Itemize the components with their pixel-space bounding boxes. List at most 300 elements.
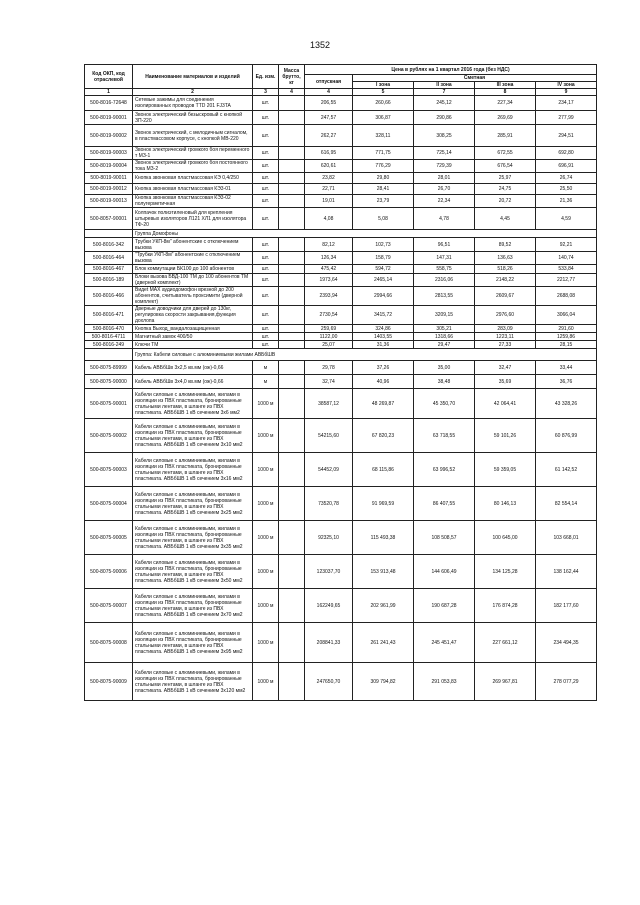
price-zone4: 28,15: [536, 341, 597, 349]
price-zone1: 5,08: [353, 208, 414, 230]
price-zone4: 140,74: [536, 252, 597, 265]
price-zone2: 1318,66: [414, 333, 475, 341]
group-code-cell: [85, 230, 133, 238]
item-code: 500-8016-466: [85, 287, 133, 306]
item-code: 500-8075-90008: [85, 623, 133, 663]
item-unit: шт.: [253, 96, 279, 111]
item-name: Звонок электрический безыскровый с кнопкой ЗП-220: [133, 111, 253, 125]
price-zone1: 40,96: [353, 375, 414, 389]
item-mass: [279, 521, 305, 555]
price-zone2: 729,39: [414, 160, 475, 173]
item-code: 500-8075-90009: [85, 663, 133, 701]
price-zone3: 227,34: [475, 96, 536, 111]
price-release: 1973,64: [305, 274, 353, 287]
header-mass: Масса брутто, кг: [279, 65, 305, 89]
item-unit: шт.: [253, 333, 279, 341]
item-name: Блок коммутации БК100 до 100 абонентов: [133, 265, 253, 274]
price-zone2: 725,14: [414, 147, 475, 160]
item-mass: [279, 623, 305, 663]
price-zone2: 45 350,70: [414, 389, 475, 419]
price-zone4: 26,74: [536, 173, 597, 184]
table-row: [85, 173, 597, 184]
header-code: Код ОКП, код отраслевой: [85, 65, 133, 89]
price-zone4: 60 876,99: [536, 419, 597, 453]
item-unit: шт.: [253, 125, 279, 147]
price-zone3: 676,54: [475, 160, 536, 173]
table-row: [85, 238, 597, 252]
price-release: 4,08: [305, 208, 353, 230]
price-zone4: 234 494,35: [536, 623, 597, 663]
item-name: Кнопка звонковая пластмассовая КЭ3-01: [133, 184, 253, 195]
column-number: 7: [414, 89, 475, 96]
price-zone1: 306,87: [353, 111, 414, 125]
item-mass: [279, 208, 305, 230]
item-code: 500-8016-72648: [85, 96, 133, 111]
price-zone3: 100 645,00: [475, 521, 536, 555]
price-release: 38587,12: [305, 389, 353, 419]
price-zone4: 182 177,60: [536, 589, 597, 623]
table-row: [85, 96, 597, 111]
price-release: 206,55: [305, 96, 353, 111]
item-unit: шт.: [253, 184, 279, 195]
price-zone3: 59 101,26: [475, 419, 536, 453]
price-release: 247650,70: [305, 663, 353, 701]
price-zone4: 33,44: [536, 361, 597, 375]
item-unit: шт.: [253, 195, 279, 208]
header-estimate: Сметная: [353, 75, 597, 82]
item-mass: [279, 96, 305, 111]
group-title: Группа: Кабели силовые с алюминиевыми жилами АВБбШВ: [133, 349, 597, 361]
item-name: Кабели силовые с алюминиевыми, жилами в изоляции из ПВХ пластиката, бронированные стальными лентами, в шланге из ПВХ пластиката. АВБбШВ 1 кВ сечением 3х16 мм2: [133, 453, 253, 487]
item-name: Звонок электрический громкого боя переменного т МЗ-1: [133, 147, 253, 160]
item-unit: шт.: [253, 208, 279, 230]
price-zone2: 22,34: [414, 195, 475, 208]
item-code: 500-8016-249: [85, 341, 133, 349]
item-mass: [279, 361, 305, 375]
price-zone1: 48 269,87: [353, 389, 414, 419]
price-zone1: 324,86: [353, 325, 414, 333]
price-zone3: 227 661,12: [475, 623, 536, 663]
item-code: 500-8075-90005: [85, 521, 133, 555]
price-zone3: 285,91: [475, 125, 536, 147]
item-unit: 1000 м: [253, 453, 279, 487]
table-row: [85, 555, 597, 589]
page-number: 1352: [309, 40, 331, 50]
price-zone4: 82 554,14: [536, 487, 597, 521]
price-zone2: 2813,55: [414, 287, 475, 306]
item-unit: шт.: [253, 306, 279, 325]
item-code: 500-8075-90003: [85, 453, 133, 487]
item-code: 500-8075-90004: [85, 487, 133, 521]
item-mass: [279, 453, 305, 487]
header-zone1: I зона: [353, 82, 414, 89]
price-zone1: 1403,55: [353, 333, 414, 341]
item-unit: шт.: [253, 238, 279, 252]
table-row: [85, 521, 597, 555]
item-unit: шт.: [253, 173, 279, 184]
item-code: 500-8019-90004: [85, 160, 133, 173]
price-zone3: 32,47: [475, 361, 536, 375]
price-zone4: 294,51: [536, 125, 597, 147]
price-release: 25,07: [305, 341, 353, 349]
item-name: Кнопка Выход_вандалозащищенная: [133, 325, 253, 333]
price-zone2: 3209,15: [414, 306, 475, 325]
item-code: 500-8016-471: [85, 306, 133, 325]
item-unit: шт.: [253, 325, 279, 333]
price-zone1: 328,11: [353, 125, 414, 147]
item-mass: [279, 375, 305, 389]
table-row: [85, 287, 597, 306]
table-row: [85, 274, 597, 287]
item-mass: [279, 389, 305, 419]
price-zone3: 518,26: [475, 265, 536, 274]
price-zone4: 43 328,26: [536, 389, 597, 419]
item-name: Кабель АВБбШв 3х4,0 кв.мм (ож)-0,66: [133, 375, 253, 389]
item-unit: 1000 м: [253, 521, 279, 555]
group-title: Группа Домофоны: [133, 230, 597, 238]
header-zone2: II зона: [414, 82, 475, 89]
price-release: 620,61: [305, 160, 353, 173]
item-name: Ключи ТМ: [133, 341, 253, 349]
price-zone1: 158,79: [353, 252, 414, 265]
price-release: 22,71: [305, 184, 353, 195]
item-unit: шт.: [253, 111, 279, 125]
table-row: [85, 125, 597, 147]
price-zone1: 260,66: [353, 96, 414, 111]
item-code: 500-8057-90001: [85, 208, 133, 230]
price-zone2: 63 996,52: [414, 453, 475, 487]
item-unit: шт.: [253, 252, 279, 265]
item-unit: 1000 м: [253, 623, 279, 663]
item-unit: 1000 м: [253, 555, 279, 589]
price-zone2: 29,47: [414, 341, 475, 349]
item-name: Кабель АВБбШв 3х2,5 кв.мм (ож)-0,66: [133, 361, 253, 375]
price-zone1: 776,29: [353, 160, 414, 173]
price-zone1: 2465,14: [353, 274, 414, 287]
price-zone3: 89,52: [475, 238, 536, 252]
column-number: 2: [133, 89, 253, 96]
table-row: [85, 252, 597, 265]
price-zone2: 291 053,83: [414, 663, 475, 701]
table-row: [85, 375, 597, 389]
item-name: Кнопка звонковая пластмассовая КЭ3-02 полугерметичная: [133, 195, 253, 208]
item-name: Сетевые зажимы для соединения изолированных проводов ТТD 201 FJ3TA: [133, 96, 253, 111]
price-zone2: 147,31: [414, 252, 475, 265]
item-unit: 1000 м: [253, 419, 279, 453]
price-zone3: 176 874,28: [475, 589, 536, 623]
item-unit: м: [253, 375, 279, 389]
price-zone4: 3066,04: [536, 306, 597, 325]
price-zone4: 103 668,01: [536, 521, 597, 555]
item-name: Кабели силовые с алюминиевыми, жилами в изоляции из ПВХ пластиката, бронированные стальными лентами, в шланге из ПВХ пластиката. АВБбШВ 1 кВ сечением 3х35 мм2: [133, 521, 253, 555]
item-unit: 1000 м: [253, 589, 279, 623]
item-name: Трубки УКП-8м" абонентские с отключением вызова: [133, 238, 253, 252]
price-zone2: 245,12: [414, 96, 475, 111]
item-unit: 1000 м: [253, 663, 279, 701]
item-code: 500-8019-90012: [85, 184, 133, 195]
price-zone4: 277,99: [536, 111, 597, 125]
price-release: 162249,65: [305, 589, 353, 623]
column-number: 5: [353, 89, 414, 96]
price-zone3: 2609,67: [475, 287, 536, 306]
table-row: [85, 589, 597, 623]
item-mass: [279, 252, 305, 265]
price-zone1: 153 913,48: [353, 555, 414, 589]
item-mass: [279, 555, 305, 589]
item-name: Блоки вызова БВД-100 ТМ до 100 абонентов ТМ (дверной комплект): [133, 274, 253, 287]
item-mass: [279, 238, 305, 252]
item-mass: [279, 333, 305, 341]
price-zone1: 115 493,38: [353, 521, 414, 555]
price-zone1: 68 115,86: [353, 453, 414, 487]
table-row: [85, 341, 597, 349]
item-unit: шт.: [253, 265, 279, 274]
price-zone1: 28,41: [353, 184, 414, 195]
item-name: Кабели силовые с алюминиевыми, жилами в изоляции из ПВХ пластиката, бронированные стальными лентами, в шланге из ПВХ пластиката. АВБбШВ 1 кВ сечением 3х50 мм2: [133, 555, 253, 589]
item-name: Видеt MAX аудиодомофон врезной до 200 абонентов, считыватель проксимити (дверной комплект): [133, 287, 253, 306]
price-zone4: 138 162,44: [536, 555, 597, 589]
price-zone2: 96,51: [414, 238, 475, 252]
price-zone1: 202 961,99: [353, 589, 414, 623]
item-code: 500-8075-90001: [85, 389, 133, 419]
item-mass: [279, 147, 305, 160]
price-release: 82,12: [305, 238, 353, 252]
column-number: 1: [85, 89, 133, 96]
price-zone3: 269,69: [475, 111, 536, 125]
item-unit: м: [253, 361, 279, 375]
item-unit: шт.: [253, 147, 279, 160]
price-release: 2393,94: [305, 287, 353, 306]
table-row: [85, 325, 597, 333]
price-zone1: 29,80: [353, 173, 414, 184]
price-release: 247,57: [305, 111, 353, 125]
table-row: [85, 195, 597, 208]
item-code: 500-8019-90002: [85, 125, 133, 147]
item-mass: [279, 111, 305, 125]
group-row: [85, 349, 597, 361]
item-mass: [279, 274, 305, 287]
item-name: Колпачок полиэтиленовый для крепления штыревых изоляторов Л121 ХЛ1 для изолятора ТФ-20: [133, 208, 253, 230]
item-code: 500-8075-89999: [85, 361, 133, 375]
price-zone3: 24,75: [475, 184, 536, 195]
price-release: 1122,00: [305, 333, 353, 341]
header-zone4: IV зона: [536, 82, 597, 89]
price-release: 475,42: [305, 265, 353, 274]
item-code: 500-8019-90003: [85, 147, 133, 160]
item-name: Кабели силовые с алюминиевыми, жилами в изоляции из ПВХ пластиката, бронированные стальными лентами, в шланге из ПВХ пластиката. АВБбШВ 1 кВ сечением 3х6 мм2: [133, 389, 253, 419]
price-zone4: 4,59: [536, 208, 597, 230]
price-zone4: 692,80: [536, 147, 597, 160]
item-code: 500-8016-464: [85, 252, 133, 265]
price-zone2: 558,75: [414, 265, 475, 274]
table-row: [85, 389, 597, 419]
item-name: Магнитный замок 400/50: [133, 333, 253, 341]
price-zone4: 25,50: [536, 184, 597, 195]
price-zone4: 533,84: [536, 265, 597, 274]
item-unit: 1000 м: [253, 389, 279, 419]
price-zone1: 23,79: [353, 195, 414, 208]
price-zone3: 2148,22: [475, 274, 536, 287]
price-release: 123037,70: [305, 555, 353, 589]
header-unit: Ед. изм.: [253, 65, 279, 89]
price-zone4: 36,76: [536, 375, 597, 389]
item-code: 500-8016-342: [85, 238, 133, 252]
table-row: [85, 208, 597, 230]
item-mass: [279, 487, 305, 521]
price-zone1: 771,75: [353, 147, 414, 160]
item-unit: шт.: [253, 287, 279, 306]
price-zone3: 2976,60: [475, 306, 536, 325]
price-zone2: 305,21: [414, 325, 475, 333]
group-code-cell: [85, 349, 133, 361]
price-zone1: 67 820,23: [353, 419, 414, 453]
table-row: [85, 184, 597, 195]
item-code: 500-8075-90002: [85, 419, 133, 453]
item-mass: [279, 173, 305, 184]
item-name: Кабели силовые с алюминиевыми, жилами в изоляции из ПВХ пластиката, бронированные стальными лентами, в шланге из ПВХ пластиката. АВБбШВ 1 кВ сечением 3х70 мм2: [133, 589, 253, 623]
item-code: 500-8016-467: [85, 265, 133, 274]
item-name: Кабели силовые с алюминиевыми, жилами в изоляции из ПВХ пластиката, бронированные стальными лентами, в шланге из ПВХ пластиката. АВБбШВ 1 кВ сечением 3х95 мм2: [133, 623, 253, 663]
price-release: 54452,09: [305, 453, 353, 487]
price-zone4: 291,60: [536, 325, 597, 333]
table-row: [85, 419, 597, 453]
item-mass: [279, 419, 305, 453]
price-zone3: 25,97: [475, 173, 536, 184]
price-zone3: 136,63: [475, 252, 536, 265]
group-row: [85, 230, 597, 238]
price-zone3: 134 125,28: [475, 555, 536, 589]
item-unit: 1000 м: [253, 487, 279, 521]
table-row: [85, 453, 597, 487]
price-zone1: 102,73: [353, 238, 414, 252]
item-name: "Трубки УКП-8м" абонентские с отключением вызова: [133, 252, 253, 265]
price-zone1: 594,72: [353, 265, 414, 274]
item-code: 500-8075-90000: [85, 375, 133, 389]
header-name: Наименование материалов и изделий: [133, 65, 253, 89]
price-zone1: 309 794,82: [353, 663, 414, 701]
price-zone3: 59 359,05: [475, 453, 536, 487]
item-mass: [279, 184, 305, 195]
column-number: 4: [279, 89, 305, 96]
price-release: 2730,54: [305, 306, 353, 325]
price-release: 616,95: [305, 147, 353, 160]
price-zone2: 290,86: [414, 111, 475, 125]
price-zone1: 261 241,43: [353, 623, 414, 663]
item-unit: шт.: [253, 341, 279, 349]
price-release: 29,78: [305, 361, 353, 375]
price-release: 208841,33: [305, 623, 353, 663]
item-code: 500-8016-4711: [85, 333, 133, 341]
table-row: [85, 265, 597, 274]
price-zone3: 283,09: [475, 325, 536, 333]
price-zone4: 234,17: [536, 96, 597, 111]
price-release: 23,82: [305, 173, 353, 184]
price-zone2: 4,78: [414, 208, 475, 230]
item-mass: [279, 125, 305, 147]
price-zone2: 2316,06: [414, 274, 475, 287]
price-zone2: 38,48: [414, 375, 475, 389]
item-code: 500-8019-90001: [85, 111, 133, 125]
item-mass: [279, 287, 305, 306]
item-mass: [279, 589, 305, 623]
price-zone1: 91 969,59: [353, 487, 414, 521]
item-code: 500-8016-470: [85, 325, 133, 333]
column-number: 3: [253, 89, 279, 96]
table-row: [85, 487, 597, 521]
price-table: [84, 64, 597, 701]
item-name: Кабели силовые с алюминиевыми, жилами в изоляции из ПВХ пластиката, бронированные стальными лентами, в шланге из ПВХ пластиката. АВБбШВ 1 кВ сечением 3х120 мм2: [133, 663, 253, 701]
column-number: 9: [536, 89, 597, 96]
item-name: Дверные доводчики для дверей до 130кг, регулировка скорости закрывания,функция дохлопа: [133, 306, 253, 325]
item-name: Кабели силовые с алюминиевыми, жилами в изоляции из ПВХ пластиката, бронированные стальными лентами, в шланге из ПВХ пластиката. АВБбШВ 1 кВ сечением 3х10 мм2: [133, 419, 253, 453]
price-zone3: 1223,11: [475, 333, 536, 341]
item-code: 500-8075-90007: [85, 589, 133, 623]
price-zone2: 190 687,28: [414, 589, 475, 623]
table-row: [85, 623, 597, 663]
price-zone2: 144 606,49: [414, 555, 475, 589]
item-unit: шт.: [253, 274, 279, 287]
table-row: [85, 160, 597, 173]
price-zone4: 2688,08: [536, 287, 597, 306]
table-row: [85, 663, 597, 701]
price-release: 92325,10: [305, 521, 353, 555]
price-zone2: 86 407,55: [414, 487, 475, 521]
item-mass: [279, 160, 305, 173]
price-release: 73520,78: [305, 487, 353, 521]
table-row: [85, 361, 597, 375]
column-number: 8: [475, 89, 536, 96]
item-unit: шт.: [253, 160, 279, 173]
price-zone4: 1259,86: [536, 333, 597, 341]
header-release: отпускная: [305, 75, 353, 89]
item-name: Звонок электрический громкого боя постоянного тока МЗ-2: [133, 160, 253, 173]
item-mass: [279, 306, 305, 325]
header-zone3: III зона: [475, 82, 536, 89]
price-zone4: 61 142,52: [536, 453, 597, 487]
price-zone4: 696,91: [536, 160, 597, 173]
item-mass: [279, 195, 305, 208]
item-name: Звонок электрический, с мелодичным сигналом, в пластмассовом корпусе, с кнопкой МВ-220: [133, 125, 253, 147]
item-mass: [279, 341, 305, 349]
price-zone1: 2994,66: [353, 287, 414, 306]
column-number: 4: [305, 89, 353, 96]
price-zone4: 2212,77: [536, 274, 597, 287]
price-release: 259,69: [305, 325, 353, 333]
price-zone3: 20,72: [475, 195, 536, 208]
table-row: [85, 111, 597, 125]
item-code: 500-8075-90006: [85, 555, 133, 589]
table-header: [85, 65, 597, 96]
item-code: 500-8019-90011: [85, 173, 133, 184]
price-zone3: 42 064,41: [475, 389, 536, 419]
column-numbers-row: [85, 89, 597, 96]
item-mass: [279, 325, 305, 333]
price-zone3: 672,55: [475, 147, 536, 160]
price-release: 32,74: [305, 375, 353, 389]
price-zone4: 278 077,29: [536, 663, 597, 701]
table-row: [85, 147, 597, 160]
price-release: 19,01: [305, 195, 353, 208]
price-zone1: 31,36: [353, 341, 414, 349]
header-price-title: Цена в рублях на 1 квартал 2016 года (без НДС): [305, 65, 597, 75]
price-zone3: 80 146,13: [475, 487, 536, 521]
item-name: Кнопка звонковая пластмассовая КЭ 0,4/250: [133, 173, 253, 184]
price-zone3: 269 967,81: [475, 663, 536, 701]
price-zone3: 4,45: [475, 208, 536, 230]
price-zone2: 35,00: [414, 361, 475, 375]
price-zone3: 27,33: [475, 341, 536, 349]
price-zone2: 28,01: [414, 173, 475, 184]
